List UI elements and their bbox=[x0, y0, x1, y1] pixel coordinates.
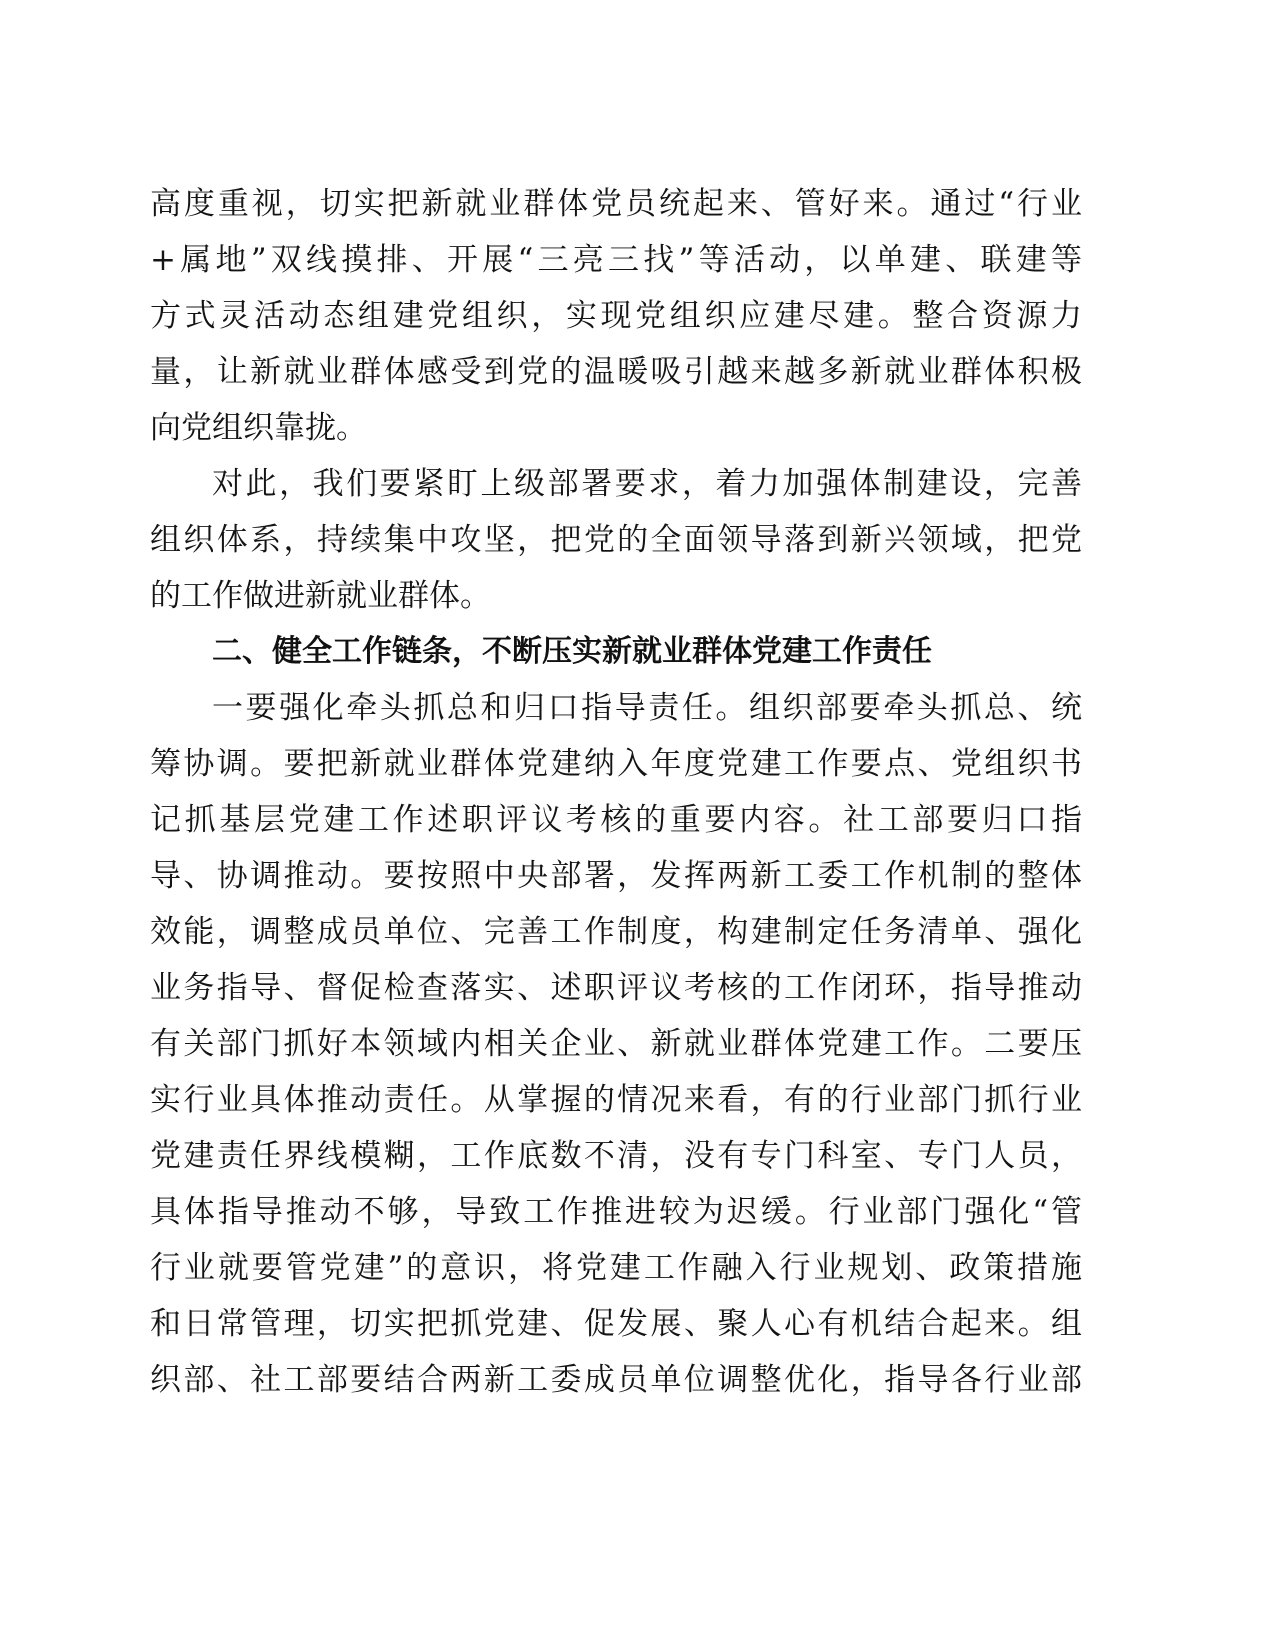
text-line: 具体指导推动不够，导致工作推进较为迟缓。行业部门强化“管 bbox=[150, 1194, 1082, 1230]
text-line: 组织体系，持续集中攻坚，把党的全面领导落到新兴领域，把党 bbox=[150, 522, 1082, 558]
text-line: 记抓基层党建工作述职评议考核的重要内容。社工部要归口指 bbox=[150, 802, 1082, 838]
text-line: 向党组织靠拢。 bbox=[150, 410, 367, 446]
text-line: 量，让新就业群体感受到党的温暖吸引越来越多新就业群体积极 bbox=[150, 354, 1082, 390]
text-line: 和日常管理，切实把抓党建、促发展、聚人心有机结合起来。组 bbox=[150, 1306, 1082, 1342]
text-line: 筹协调。要把新就业群体党建纳入年度党建工作要点、党组织书 bbox=[150, 746, 1082, 782]
text-line: 导、协调推动。要按照中央部署，发挥两新工委工作机制的整体 bbox=[150, 858, 1082, 894]
text-line: 方式灵活动态组建党组织，实现党组织应建尽建。整合资源力 bbox=[150, 298, 1082, 334]
text-line: 行业就要管党建”的意识，将党建工作融入行业规划、政策措施 bbox=[150, 1250, 1082, 1286]
text-line: 织部、社工部要结合两新工委成员单位调整优化，指导各行业部 bbox=[150, 1362, 1082, 1398]
text-line: 的工作做进新就业群体。 bbox=[150, 578, 491, 614]
text-line: 对此，我们要紧盯上级部署要求，着力加强体制建设，完善 bbox=[212, 466, 1082, 502]
text-line: 实行业具体推动责任。从掌握的情况来看，有的行业部门抓行业 bbox=[150, 1082, 1082, 1118]
text-line: 党建责任界线模糊，工作底数不清，没有专门科室、专门人员， bbox=[150, 1138, 1082, 1174]
text-line: +属地”双线摸排、开展“三亮三找”等活动，以单建、联建等 bbox=[150, 242, 1082, 278]
text-line: 有关部门抓好本领域内相关企业、新就业群体党建工作。二要压 bbox=[150, 1026, 1082, 1062]
text-line: 一要强化牵头抓总和归口指导责任。组织部要牵头抓总、统 bbox=[212, 690, 1082, 726]
text-line: 效能，调整成员单位、完善工作制度，构建制定任务清单、强化 bbox=[150, 914, 1082, 950]
section-heading: 二、健全工作链条，不断压实新就业群体党建工作责任 bbox=[212, 634, 932, 669]
text-line: 业务指导、督促检查落实、述职评议考核的工作闭环，指导推动 bbox=[150, 970, 1082, 1006]
text-line: 高度重视，切实把新就业群体党员统起来、管好来。通过“行业 bbox=[150, 186, 1082, 222]
